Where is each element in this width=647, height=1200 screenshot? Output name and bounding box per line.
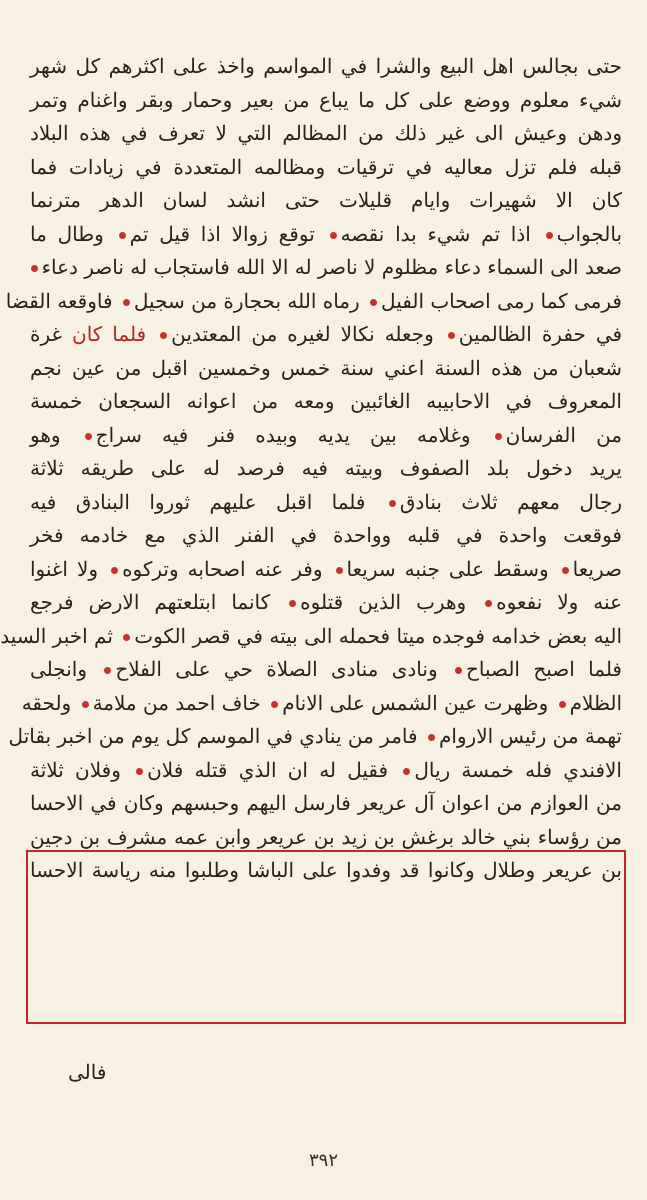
rubric-dot [31, 265, 38, 272]
text-line-13: يريد دخول بلد الصفوف وبيته فيه فرصد له على طريقه ثلاثة [30, 456, 622, 480]
text-line-7: صعد الى السماء دعاء مظلوم لا ناصر له الا الله فاستجاب له ناصر دعاء [30, 251, 622, 285]
rubric-dot [485, 600, 492, 607]
rubric-dot [455, 667, 462, 674]
rubric-dot [119, 232, 126, 239]
text-line-8: فرمى كما رمى اصحاب الفيل رماه الله بحجارة من سجيل فاوقعه القضا [5, 288, 622, 313]
text-line-24: من رؤساء بني خالد برغش بن زيد بن عريعر وابن عمه مشرف بن دجين [30, 824, 622, 849]
rubric-dot [271, 701, 278, 708]
rubric-dot [330, 232, 337, 239]
rubric-dot [123, 299, 130, 306]
rubric-dot [85, 433, 92, 440]
rubric-dot [389, 500, 396, 507]
rubric-dot [111, 567, 118, 574]
text-line-4: قبله فلم تزل معاليه في ترقيات ومظالمه المتعددة في زيادات فما [30, 154, 622, 179]
text-line-3: ودهن وعيش الى غير ذلك من المظالم التي لا تعرف في هذه البلاد [30, 121, 622, 145]
text-line-21: تهمة من رئيس الاروام فامر من ينادي في الموسم كل يوم من اخبر بقاتل [8, 724, 622, 748]
text-line-22: الافندي فله خمسة ريال فقيل له ان الذي قتله فلان وفلان ثلاثة [30, 757, 622, 782]
rubric-dot [495, 433, 502, 440]
rubric-dot [82, 701, 89, 708]
text-line-2: شيء معلوم ووضع على كل ما يباع من بعير وحمار وبقر واغنام وتمر [30, 87, 622, 112]
rubric-dot [559, 701, 566, 708]
rubric-dot [289, 600, 296, 607]
rubric-dot [428, 734, 435, 741]
rubric-dot [160, 332, 167, 339]
rubric-dot [546, 232, 553, 239]
text-line-5: كان الا شهيرات وايام قليلات حتى انشد لسان الدهر مترنما [30, 188, 622, 212]
text-line-6: بالجواب اذا تم شيء بدا نقصه توقع زوالا اذا قيل تم وطال ما [30, 221, 623, 246]
rubric-dot [370, 299, 377, 306]
text-line-14: رجال معهم ثلاث بنادق فلما اقبل عليهم ثوروا البنادق فيه [30, 489, 622, 514]
text-line-18: اليه بعض خدامه فوجده ميتا فحمله الى بيته في قصر الكوت ثم اخبر السيد [0, 623, 622, 648]
catchword: فالى [68, 1060, 107, 1084]
rubric-dot [448, 332, 455, 339]
text-line-16: صريعا وسقط على جنبه سريعا وفر عنه اصحابه وتركوه ولا اغنوا [30, 556, 622, 581]
text-line-23: من العوازم من اعوان آل عريعر فارسل اليهم وحبسهم وكان في الاحسا [30, 791, 622, 815]
text-line-15: فوقعت واحدة في قلبه وواحدة في الفنر الذي مع خادمه فخر [30, 523, 622, 547]
rubric-dot [136, 768, 143, 775]
text-line-19: فلما اصبح الصباح ونادى منادى الصلاة حي على الفلاح وانجلى [30, 657, 622, 681]
text-line-11: المعروف في الاحابيبه الغائبين ومعه من اعوانه السجعان خمسة [30, 389, 622, 413]
text-line-10: شعبان من هذه السنة اعني سنة خمس وخمسين اقبل من عين نجم [30, 355, 622, 380]
text-line-9: في حفرة الظالمين وجعله نكالا لغيره من المعتدين فلما كان غرة [30, 322, 623, 346]
rubric-dot [104, 667, 111, 674]
text-line-20: الظلام وظهرت عين الشمس على الانام خاف احمد من ملامة ولحقه [21, 690, 622, 715]
text-line-12: من الفرسان وغلامه بين يديه وبيده فنر فيه سراج وهو [30, 422, 623, 447]
page-number: ٣٩٢ [308, 1150, 338, 1171]
rubric-dot [336, 567, 343, 574]
text-line-17: عنه ولا نفعوه وهرب الذين قتلوه كانما ابتلعتهم الارض فرجع [30, 590, 622, 614]
rubric-dot [403, 768, 410, 775]
highlight-box [26, 850, 626, 1024]
text-line-25: بن عريعر وطلال وكانوا قد وفدوا على الباشا وطلبوا منه رياسة الاحسا [30, 858, 622, 882]
rubric-word: فلما كان [72, 322, 147, 346]
rubric-dot [562, 567, 569, 574]
text-line-1: حتى بجالس اهل البيع والشرا في المواسم واخذ على اكثرهم كل شهر [30, 54, 622, 78]
page-text [0, 50, 623, 888]
rubric-dot [123, 634, 130, 641]
